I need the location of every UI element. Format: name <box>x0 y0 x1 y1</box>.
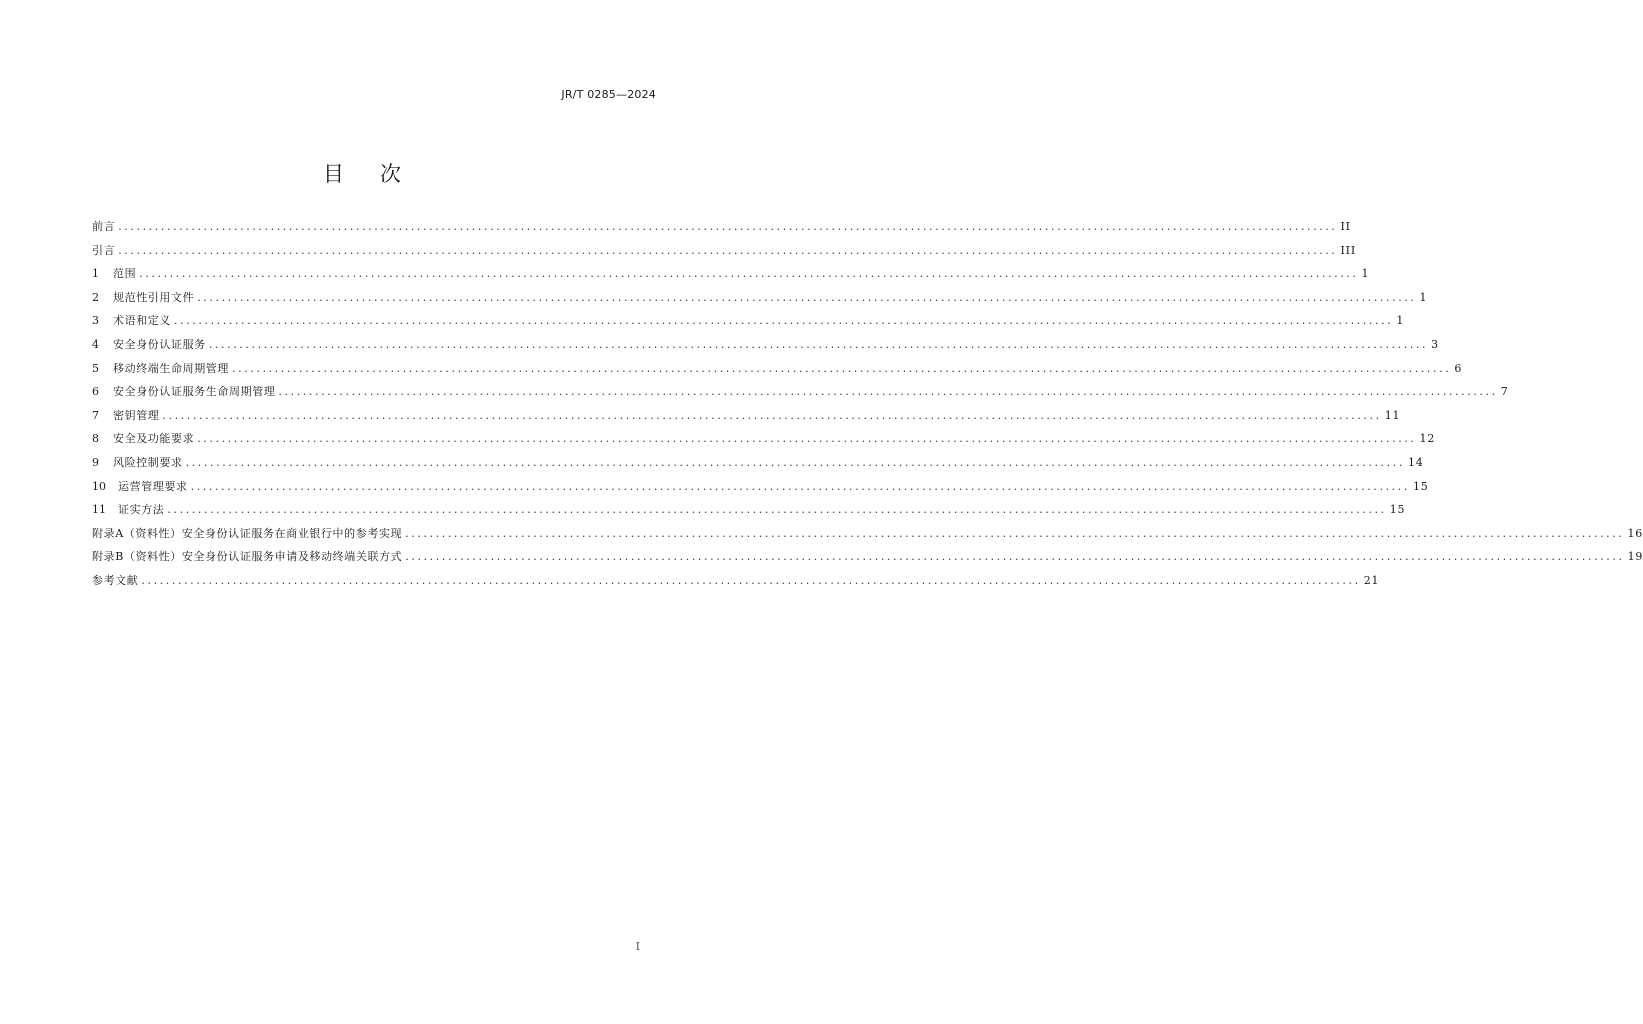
toc-entry-7[interactable] <box>92 407 1401 431</box>
toc-entry-label: 安全身份认证服务 <box>113 337 206 351</box>
table-of-contents <box>92 218 1643 596</box>
toc-leader-dots: ........................................................................................................................................................................................................ <box>278 385 1498 399</box>
page-number: I <box>635 940 640 953</box>
toc-entry-label: 术语和定义 <box>113 314 171 328</box>
toc-entry-6[interactable] <box>92 383 1509 407</box>
toc-leader-dots: ........................................................................................................................................................................................................ <box>167 503 1387 517</box>
toc-entry-number: 10 <box>92 479 106 493</box>
toc-leader-dots: ........................................................................................................................................................................................................ <box>118 220 1338 233</box>
toc-leader-dots: ........................................................................................................................................................................................................ <box>174 314 1394 328</box>
toc-entry-label: 证实方法 <box>118 503 165 517</box>
toc-leader-dots: ........................................................................................................................................................................................................ <box>185 455 1405 469</box>
toc-entry-page: 3 <box>1431 337 1439 351</box>
toc-entry-label: 引言 <box>92 243 116 257</box>
toc-entry-foreword[interactable] <box>92 218 1351 242</box>
toc-entry-page: 16 <box>1627 526 1643 540</box>
toc-entry-label: 附录A（资料性）安全身份认证服务在商业银行中的参考实现 <box>92 526 403 540</box>
toc-entry-8[interactable] <box>92 430 1436 454</box>
toc-entry-label: 规范性引用文件 <box>113 290 195 304</box>
toc-leader-dots: ........................................................................................................................................................................................................ <box>232 361 1452 375</box>
toc-entry-number: 9 <box>92 455 99 469</box>
toc-entry-page: 12 <box>1419 432 1436 446</box>
toc-entry-label: 运营管理要求 <box>118 479 188 493</box>
toc-entry-page: 6 <box>1454 361 1463 375</box>
toc-entry-label: 前言 <box>92 220 116 233</box>
toc-leader-dots: ........................................................................................................................................................................................................ <box>405 550 1625 564</box>
toc-leader-dots: ........................................................................................................................................................................................................ <box>208 337 1429 351</box>
toc-entry-page: 15 <box>1389 503 1406 517</box>
toc-entry-11[interactable] <box>92 501 1406 525</box>
toc-entry-number: 2 <box>92 290 99 304</box>
toc-entry-label: 密钥管理 <box>113 408 160 422</box>
toc-entry-number: 11 <box>92 503 106 517</box>
toc-entry-page: 7 <box>1500 385 1509 399</box>
toc-entry-label: 参考文献 <box>92 573 139 587</box>
toc-entry-4[interactable] <box>92 336 1439 360</box>
toc-entry-page: 15 <box>1412 479 1429 493</box>
toc-entry-5[interactable] <box>92 360 1463 384</box>
toc-leader-dots: ........................................................................................................................................................................................................ <box>190 479 1410 493</box>
toc-entry-label: 附录B（资料性）安全身份认证服务申请及移动终端关联方式 <box>92 550 403 564</box>
toc-entry-page: 14 <box>1407 455 1424 469</box>
title-char-1: 目 <box>323 162 344 186</box>
toc-entry-page: 1 <box>1396 314 1405 328</box>
toc-entry-label: 安全及功能要求 <box>113 432 195 446</box>
toc-entry-label: 范围 <box>113 267 137 281</box>
toc-entry-page: 1 <box>1419 290 1428 304</box>
title-char-2: 次 <box>380 162 401 186</box>
toc-entry-introduction[interactable] <box>92 242 1356 266</box>
toc-entry-number: 1 <box>92 267 99 281</box>
toc-leader-dots: ........................................................................................................................................................................................................ <box>405 526 1625 540</box>
standard-number: JR/T 0285—2024 <box>561 88 656 101</box>
toc-entry-number: 7 <box>92 408 99 422</box>
toc-entry-number: 5 <box>92 361 99 375</box>
toc-entry-label: 风险控制要求 <box>113 455 183 469</box>
toc-entry-page: III <box>1340 243 1356 257</box>
toc-entry-bibliography[interactable] <box>92 572 1380 596</box>
toc-entry-2[interactable] <box>92 289 1428 313</box>
toc-leader-dots: ........................................................................................................................................................................................................ <box>118 243 1338 257</box>
toc-entry-page: 1 <box>1361 267 1370 281</box>
toc-leader-dots: ........................................................................................................................................................................................................ <box>162 408 1382 422</box>
toc-entry-1[interactable] <box>92 265 1370 289</box>
toc-entry-label: 安全身份认证服务生命周期管理 <box>113 385 276 399</box>
toc-entry-number: 4 <box>92 337 99 351</box>
toc-entry-10[interactable] <box>92 478 1429 502</box>
toc-entry-9[interactable] <box>92 454 1424 478</box>
toc-entry-annex-b[interactable] <box>92 548 1643 572</box>
toc-entry-label: 移动终端生命周期管理 <box>113 361 229 375</box>
toc-entry-number: 8 <box>92 432 99 446</box>
toc-entry-3[interactable] <box>92 312 1405 336</box>
toc-leader-dots: ........................................................................................................................................................................................................ <box>197 432 1417 446</box>
page-title <box>0 158 724 188</box>
toc-entry-number: 6 <box>92 385 99 399</box>
toc-entry-page: 21 <box>1363 573 1380 587</box>
toc-entry-number: 3 <box>92 314 99 328</box>
toc-entry-page: 19 <box>1627 550 1643 564</box>
toc-leader-dots: ........................................................................................................................................................................................................ <box>141 573 1361 587</box>
toc-leader-dots: ........................................................................................................................................................................................................ <box>197 290 1417 304</box>
toc-entry-page: II <box>1340 220 1351 233</box>
toc-leader-dots: ........................................................................................................................................................................................................ <box>139 267 1359 281</box>
toc-entry-page: 11 <box>1384 408 1401 422</box>
toc-entry-annex-a[interactable] <box>92 525 1643 549</box>
